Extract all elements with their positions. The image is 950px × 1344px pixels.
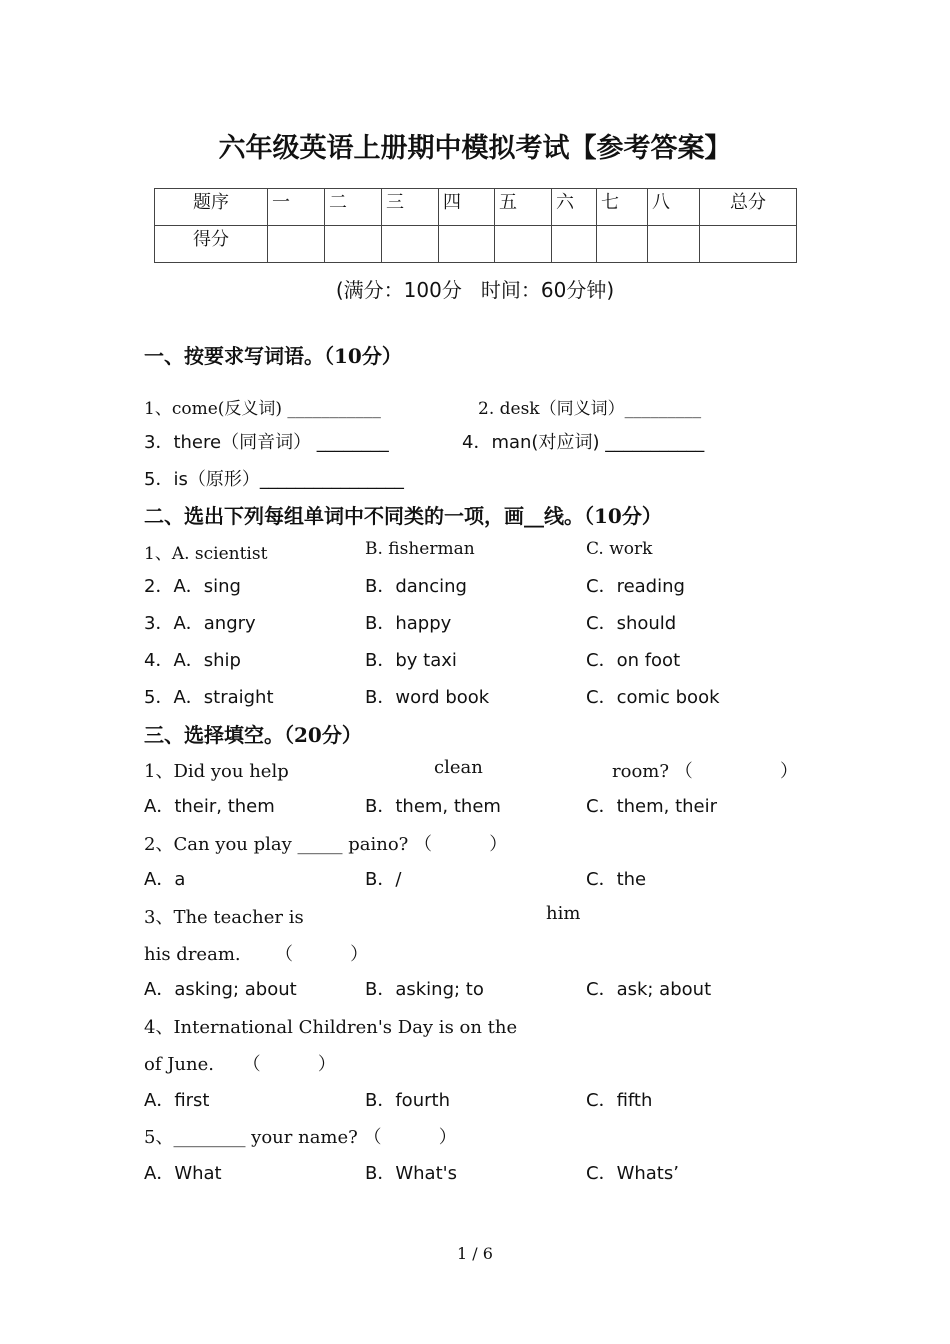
header-cell: 六 [552,189,597,226]
section2-row3-a: 3．A．angry [144,613,256,634]
score-cell[interactable] [597,226,648,263]
score-cell[interactable] [552,226,597,263]
section1-item1: 1、come(反义词) ___________ [144,399,381,419]
q3-option-b: B．asking; to [365,979,484,1000]
q4-line2: of June. （ ） [144,1054,336,1075]
header-cell: 题序 [155,189,268,226]
section1-item5: 5．is（原形）________________ [144,469,404,490]
q3-line1-part1: 3、The teacher is [144,907,304,928]
q3-line2: his dream. （ ） [144,944,369,965]
q3-option-a: A．asking; about [144,979,297,1000]
score-table-header-row [155,189,797,226]
score-table-score-row [155,226,797,263]
score-cell[interactable] [495,226,552,263]
exam-subtitle: (满分：100分 时间：60分钟) [335,278,615,302]
header-cell: 八 [648,189,700,226]
section2-row2-b: B．dancing [365,576,467,597]
q1-part2: clean [434,757,483,778]
row-label-cell: 得分 [155,226,268,263]
section2-row5-b: B．word book [365,687,490,708]
q1-option-b: B．them, them [365,796,501,817]
header-cell: 一 [268,189,325,226]
section2-row1-b: B. fisherman [365,539,475,559]
q4-line1: 4、International Children's Day is on the [144,1017,518,1038]
section2-row5-a: 5．A．straight [144,687,274,708]
q2-option-b: B．/ [365,869,402,890]
score-cell[interactable] [439,226,495,263]
header-cell: 七 [597,189,648,226]
section1-heading: 一、按要求写词语。（10分） [144,344,402,368]
header-cell: 二 [325,189,382,226]
score-table [154,188,797,263]
q2-text: 2、Can you play _____ paino? （ ） [144,834,508,855]
score-cell[interactable] [268,226,325,263]
section2-row4-a: 4．A．ship [144,650,241,671]
section2-row3-c: C．should [586,613,677,634]
header-cell: 五 [495,189,552,226]
header-cell: 三 [382,189,439,226]
q1-part1: 1、Did you help [144,761,289,782]
page-title: 六年级英语上册期中模拟考试【参考答案】 [218,133,732,164]
q1-part4: ） [780,761,798,782]
section2-row4-b: B．by taxi [365,650,457,671]
q2-option-a: A．a [144,869,186,890]
q2-option-c: C．the [586,869,647,890]
q5-text: 5、________ your name? （ ） [144,1127,457,1148]
page-number: 1 / 6 [457,1244,493,1263]
q1-option-a: A．their, them [144,796,275,817]
score-cell[interactable] [382,226,439,263]
q1-part3: room? （ [612,761,693,782]
section2-row2-a: 2．A．sing [144,576,241,597]
section2-row1-a: 1、A. scientist [144,544,268,564]
section2-row4-c: C．on foot [586,650,681,671]
section2-row3-b: B．happy [365,613,452,634]
q5-option-a: A．What [144,1163,222,1184]
header-cell: 四 [439,189,495,226]
section2-row1-c: C. work [586,539,653,559]
section1-item4: 4．man(对应词) ___________ [462,432,705,453]
q3-option-c: C．ask; about [586,979,712,1000]
q5-option-c: C．Whats’ [586,1163,679,1184]
score-cell[interactable] [648,226,700,263]
section2-row2-c: C．reading [586,576,685,597]
score-cell[interactable] [325,226,382,263]
section2-row5-c: C．comic book [586,687,720,708]
q5-option-b: B．What's [365,1163,457,1184]
q4-option-b: B．fourth [365,1090,450,1111]
score-cell[interactable] [700,226,797,263]
section1-item3: 3．there（同音词） ________ [144,432,389,453]
section2-heading: 二、选出下列每组单词中不同类的一项，画__线。（10分） [144,504,662,528]
q4-option-c: C．fifth [586,1090,653,1111]
q1-option-c: C．them, their [586,796,718,817]
header-cell: 总分 [700,189,797,226]
section1-item2: 2. desk（同义词）_________ [478,399,702,419]
q4-option-a: A．first [144,1090,210,1111]
q3-line1-part2: him [546,903,581,924]
section3-heading: 三、选择填空。（20分） [144,723,362,747]
